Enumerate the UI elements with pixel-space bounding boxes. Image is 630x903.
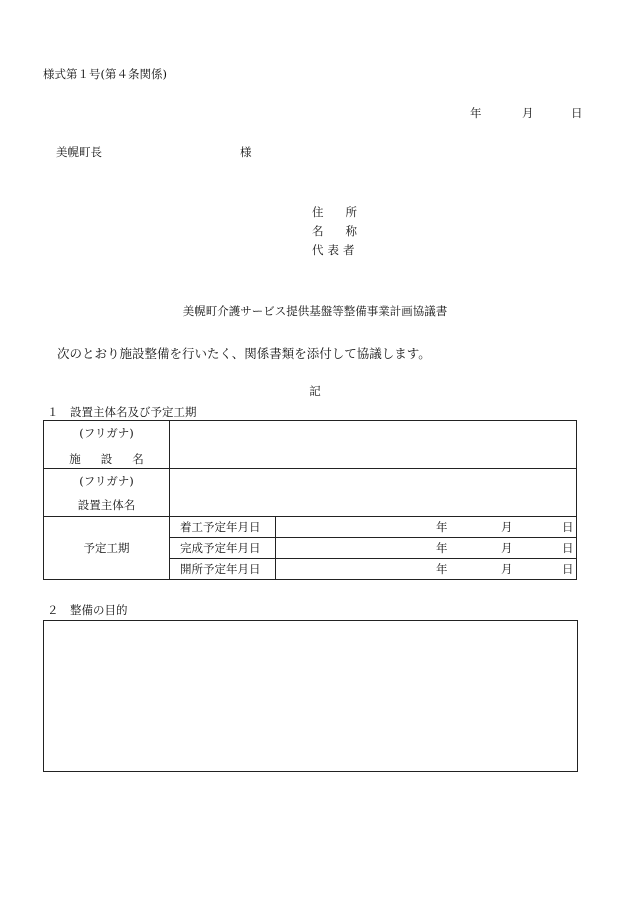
rep-label-char-1: 代 — [312, 243, 324, 257]
facility-value-cell[interactable] — [170, 421, 577, 469]
schedule-complete-date[interactable] — [276, 538, 577, 559]
date-month: 月 — [522, 106, 534, 120]
address-label-char-2: 所 — [345, 205, 357, 219]
complete-year: 年 — [436, 541, 448, 555]
intro-text: 次のとおり施設整備を行いたく、関係書類を添付して協議します。 — [57, 346, 431, 361]
facility-label-cell — [44, 421, 170, 469]
representative-label — [312, 242, 355, 258]
section1-heading: １ 設置主体名及び予定工期 — [47, 405, 197, 419]
entity-value-cell[interactable] — [170, 469, 577, 517]
name-label — [312, 223, 357, 239]
schedule-opening-date[interactable] — [276, 559, 577, 580]
schedule-label: 予定工期 — [44, 517, 170, 580]
facility-furigana: (フリガナ) — [79, 426, 134, 440]
entity-furigana: (フリガナ) — [79, 474, 134, 488]
start-year: 年 — [436, 520, 448, 534]
opening-year: 年 — [436, 562, 448, 576]
address-label-char-1: 住 — [312, 205, 324, 219]
facility-label — [44, 451, 169, 467]
date-day: 日 — [571, 106, 583, 120]
name-label-char-1: 名 — [312, 224, 324, 238]
entity-row — [44, 469, 577, 517]
facility-label-char-3: 名 — [132, 452, 144, 466]
opening-month: 月 — [501, 562, 513, 576]
name-label-char-2: 称 — [345, 224, 357, 238]
facility-row — [44, 421, 577, 469]
address-label — [312, 204, 357, 220]
entity-label-cell — [44, 469, 170, 517]
addressee-honorific: 様 — [240, 145, 252, 159]
schedule-start-label: 着工予定年月日 — [170, 517, 276, 538]
schedule-start-date[interactable] — [276, 517, 577, 538]
rep-label-char-2: 表 — [327, 243, 339, 257]
start-day: 日 — [562, 520, 574, 534]
addressee-name: 美幌町長 — [56, 145, 102, 159]
schedule-row-start — [44, 517, 577, 538]
date-year: 年 — [470, 106, 482, 120]
opening-day: 日 — [562, 562, 574, 576]
section1-table — [43, 420, 577, 580]
entity-label: 設置主体名 — [77, 498, 136, 512]
document-title: 美幌町介護サービス提供基盤等整備事業計画協議書 — [182, 304, 448, 318]
schedule-complete-label: 完成予定年月日 — [170, 538, 276, 559]
complete-month: 月 — [501, 541, 513, 555]
ki-label: 記 — [309, 384, 321, 398]
rep-label-char-3: 者 — [343, 243, 355, 257]
start-month: 月 — [501, 520, 513, 534]
facility-label-char-2: 設 — [100, 452, 113, 466]
purpose-box[interactable] — [43, 620, 578, 772]
facility-label-char-1: 施 — [69, 452, 81, 466]
section2-heading: ２ 整備の目的 — [47, 603, 128, 617]
complete-day: 日 — [562, 541, 574, 555]
schedule-opening-label: 開所予定年月日 — [170, 559, 276, 580]
form-number: 様式第１号(第４条関係) — [43, 67, 167, 81]
